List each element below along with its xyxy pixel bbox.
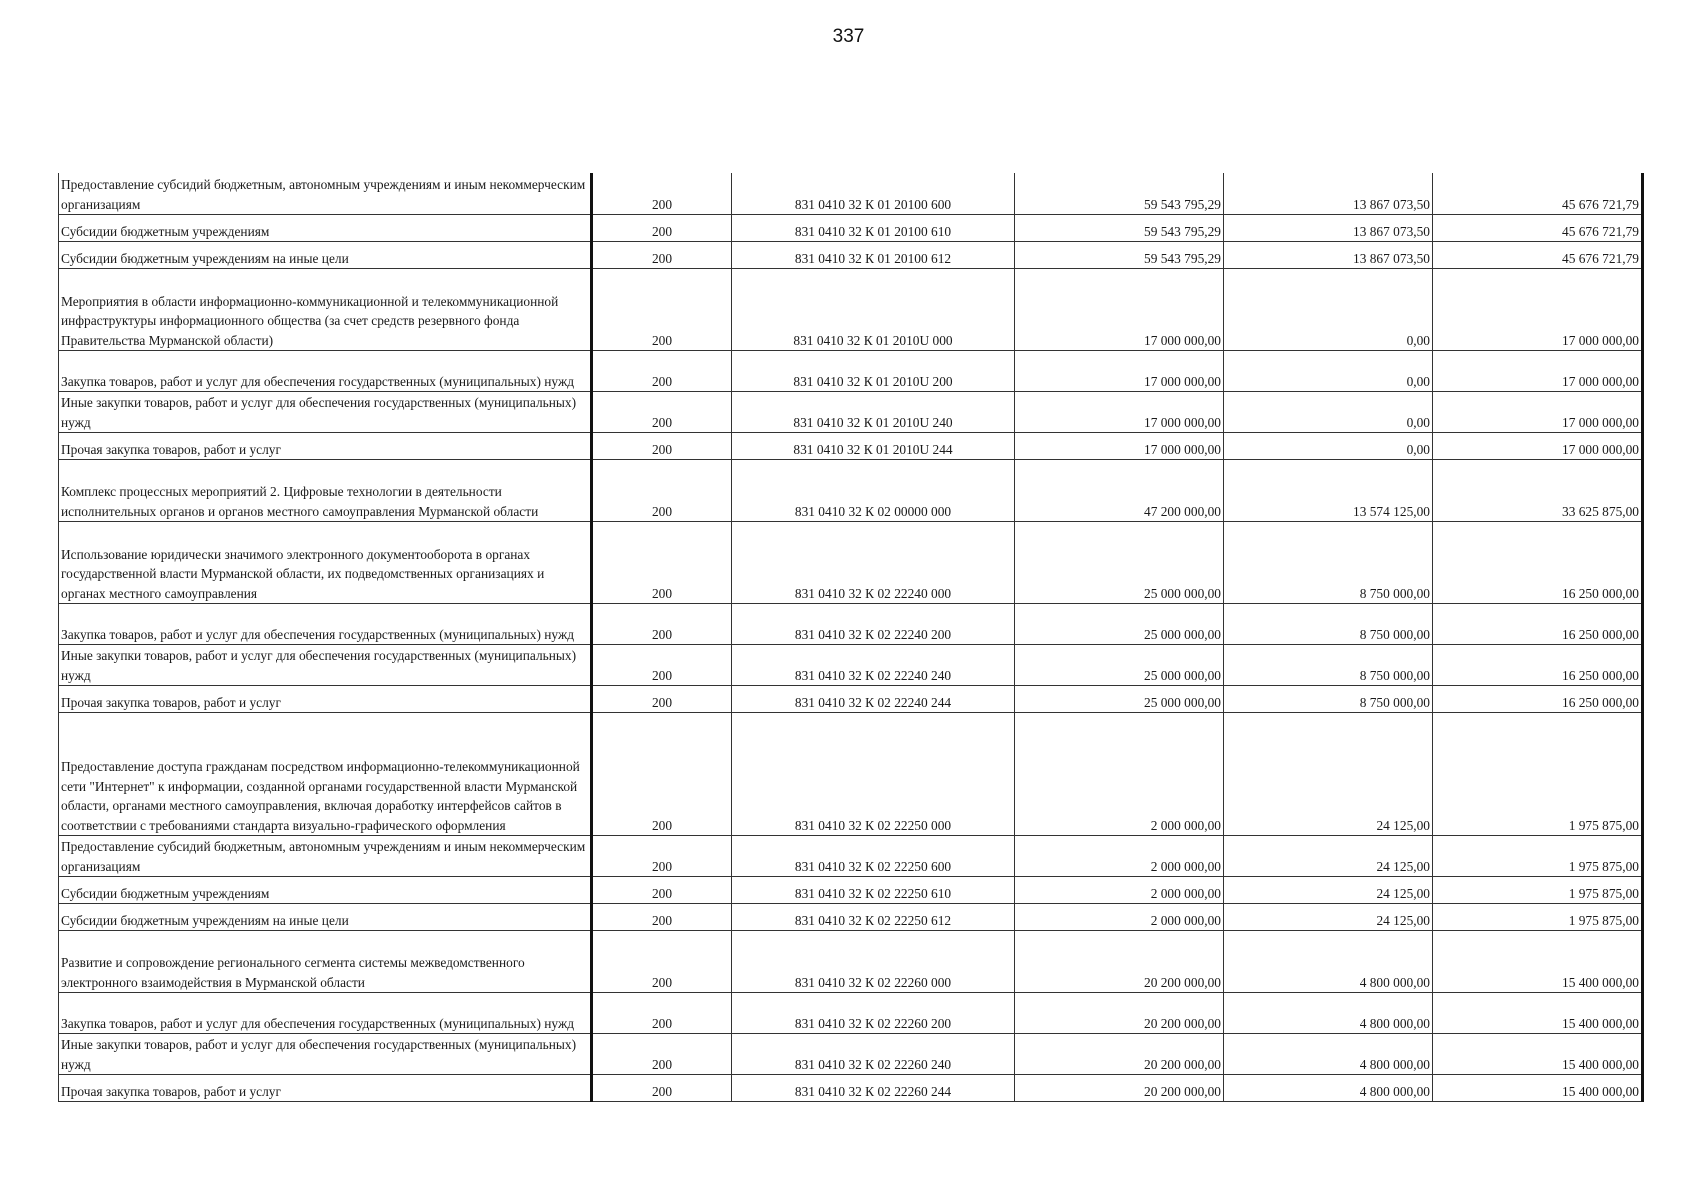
- unexecuted-amount-cell: 1 975 875,00: [1433, 904, 1643, 931]
- expense-name-cell: Иные закупки товаров, работ и услуг для обеспечения государственных (муниципальных) нужд: [59, 1034, 592, 1075]
- table-row: [59, 215, 1643, 242]
- executed-amount-cell: 0,00: [1224, 392, 1433, 433]
- unexecuted-amount-cell: 45 676 721,79: [1433, 242, 1643, 269]
- approved-amount-cell: 20 200 000,00: [1015, 993, 1224, 1034]
- expense-name-cell: Прочая закупка товаров, работ и услуг: [59, 686, 592, 713]
- table-row: [59, 1075, 1643, 1102]
- executed-amount-cell: 24 125,00: [1224, 713, 1433, 836]
- budget-code-cell: 831 0410 32 К 02 22260 000: [732, 931, 1015, 993]
- unexecuted-amount-cell: 16 250 000,00: [1433, 645, 1643, 686]
- table-row: [59, 686, 1643, 713]
- line-code-cell: 200: [592, 993, 732, 1034]
- expense-name-cell: Закупка товаров, работ и услуг для обеспечения государственных (муниципальных) нужд: [59, 351, 592, 392]
- line-code-cell: 200: [592, 645, 732, 686]
- approved-amount-cell: 25 000 000,00: [1015, 604, 1224, 645]
- unexecuted-amount-cell: 1 975 875,00: [1433, 836, 1643, 877]
- approved-amount-cell: 59 543 795,29: [1015, 173, 1224, 215]
- table-row: [59, 931, 1643, 993]
- budget-code-cell: 831 0410 32 К 01 20100 610: [732, 215, 1015, 242]
- approved-amount-cell: 59 543 795,29: [1015, 242, 1224, 269]
- approved-amount-cell: 25 000 000,00: [1015, 686, 1224, 713]
- expense-name-cell: Использование юридически значимого электронного документооборота в органах государственной власти Мурманской области, их подведомственных организациях и органах местного самоуправления: [59, 522, 592, 604]
- unexecuted-amount-cell: 17 000 000,00: [1433, 433, 1643, 460]
- unexecuted-amount-cell: 16 250 000,00: [1433, 686, 1643, 713]
- table-row: [59, 604, 1643, 645]
- budget-code-cell: 831 0410 32 К 02 22240 240: [732, 645, 1015, 686]
- approved-amount-cell: 47 200 000,00: [1015, 460, 1224, 522]
- executed-amount-cell: 24 125,00: [1224, 904, 1433, 931]
- line-code-cell: 200: [592, 460, 732, 522]
- approved-amount-cell: 25 000 000,00: [1015, 522, 1224, 604]
- expense-name-cell: Прочая закупка товаров, работ и услуг: [59, 1075, 592, 1102]
- unexecuted-amount-cell: 16 250 000,00: [1433, 604, 1643, 645]
- approved-amount-cell: 2 000 000,00: [1015, 713, 1224, 836]
- expense-name-cell: Закупка товаров, работ и услуг для обеспечения государственных (муниципальных) нужд: [59, 604, 592, 645]
- executed-amount-cell: 8 750 000,00: [1224, 645, 1433, 686]
- budget-code-cell: 831 0410 32 К 02 22260 244: [732, 1075, 1015, 1102]
- approved-amount-cell: 2 000 000,00: [1015, 877, 1224, 904]
- executed-amount-cell: 0,00: [1224, 351, 1433, 392]
- line-code-cell: 200: [592, 686, 732, 713]
- budget-table: [58, 173, 1644, 1102]
- budget-code-cell: 831 0410 32 К 02 22240 244: [732, 686, 1015, 713]
- table-row: [59, 433, 1643, 460]
- budget-code-cell: 831 0410 32 К 01 20100 612: [732, 242, 1015, 269]
- line-code-cell: 200: [592, 877, 732, 904]
- table-row: [59, 173, 1643, 215]
- executed-amount-cell: 0,00: [1224, 269, 1433, 351]
- approved-amount-cell: 20 200 000,00: [1015, 1075, 1224, 1102]
- executed-amount-cell: 8 750 000,00: [1224, 686, 1433, 713]
- table-row: [59, 836, 1643, 877]
- unexecuted-amount-cell: 17 000 000,00: [1433, 351, 1643, 392]
- unexecuted-amount-cell: 45 676 721,79: [1433, 215, 1643, 242]
- executed-amount-cell: 13 574 125,00: [1224, 460, 1433, 522]
- approved-amount-cell: 17 000 000,00: [1015, 392, 1224, 433]
- expense-name-cell: Прочая закупка товаров, работ и услуг: [59, 433, 592, 460]
- table-row: [59, 645, 1643, 686]
- approved-amount-cell: 17 000 000,00: [1015, 433, 1224, 460]
- budget-code-cell: 831 0410 32 К 01 2010U 244: [732, 433, 1015, 460]
- expense-name-cell: Комплекс процессных мероприятий 2. Цифровые технологии в деятельности исполнительных органов и органов местного самоуправления Мурманской области: [59, 460, 592, 522]
- budget-code-cell: 831 0410 32 К 01 2010U 200: [732, 351, 1015, 392]
- unexecuted-amount-cell: 15 400 000,00: [1433, 1075, 1643, 1102]
- line-code-cell: 200: [592, 433, 732, 460]
- approved-amount-cell: 2 000 000,00: [1015, 836, 1224, 877]
- unexecuted-amount-cell: 33 625 875,00: [1433, 460, 1643, 522]
- unexecuted-amount-cell: 1 975 875,00: [1433, 713, 1643, 836]
- expense-name-cell: Предоставление доступа гражданам посредством информационно-телекоммуникационной сети "Интернет" к информации, созданной органами государственной власти Мурманской области, органами местного самоуправления, включая доработку интерфейсов сайтов в соответствии с требованиями стандарта визуально-графического оформления: [59, 713, 592, 836]
- page-number: 337: [832, 26, 865, 47]
- table-row: [59, 522, 1643, 604]
- line-code-cell: 200: [592, 522, 732, 604]
- budget-code-cell: 831 0410 32 К 02 22250 610: [732, 877, 1015, 904]
- expense-name-cell: Иные закупки товаров, работ и услуг для обеспечения государственных (муниципальных) нужд: [59, 392, 592, 433]
- line-code-cell: 200: [592, 215, 732, 242]
- budget-code-cell: 831 0410 32 К 01 2010U 000: [732, 269, 1015, 351]
- table-row: [59, 904, 1643, 931]
- executed-amount-cell: 8 750 000,00: [1224, 522, 1433, 604]
- approved-amount-cell: 17 000 000,00: [1015, 351, 1224, 392]
- table-row: [59, 392, 1643, 433]
- table-row: [59, 460, 1643, 522]
- table-body: [59, 173, 1643, 1102]
- table-row: [59, 351, 1643, 392]
- executed-amount-cell: 0,00: [1224, 433, 1433, 460]
- budget-code-cell: 831 0410 32 К 01 2010U 240: [732, 392, 1015, 433]
- table-row: [59, 242, 1643, 269]
- unexecuted-amount-cell: 15 400 000,00: [1433, 931, 1643, 993]
- budget-code-cell: 831 0410 32 К 02 22250 612: [732, 904, 1015, 931]
- executed-amount-cell: 4 800 000,00: [1224, 931, 1433, 993]
- unexecuted-amount-cell: 16 250 000,00: [1433, 522, 1643, 604]
- table-row: [59, 993, 1643, 1034]
- line-code-cell: 200: [592, 1034, 732, 1075]
- approved-amount-cell: 20 200 000,00: [1015, 931, 1224, 993]
- unexecuted-amount-cell: 17 000 000,00: [1433, 392, 1643, 433]
- executed-amount-cell: 4 800 000,00: [1224, 1034, 1433, 1075]
- expense-name-cell: Предоставление субсидий бюджетным, автономным учреждениям и иным некоммерческим организациям: [59, 173, 592, 215]
- executed-amount-cell: 13 867 073,50: [1224, 173, 1433, 215]
- approved-amount-cell: 17 000 000,00: [1015, 269, 1224, 351]
- budget-code-cell: 831 0410 32 К 02 22250 000: [732, 713, 1015, 836]
- unexecuted-amount-cell: 15 400 000,00: [1433, 1034, 1643, 1075]
- line-code-cell: 200: [592, 242, 732, 269]
- expense-name-cell: Предоставление субсидий бюджетным, автономным учреждениям и иным некоммерческим организациям: [59, 836, 592, 877]
- approved-amount-cell: 59 543 795,29: [1015, 215, 1224, 242]
- budget-code-cell: 831 0410 32 К 02 22250 600: [732, 836, 1015, 877]
- unexecuted-amount-cell: 1 975 875,00: [1433, 877, 1643, 904]
- unexecuted-amount-cell: 17 000 000,00: [1433, 269, 1643, 351]
- budget-code-cell: 831 0410 32 К 02 22240 200: [732, 604, 1015, 645]
- expense-name-cell: Субсидии бюджетным учреждениям на иные цели: [59, 904, 592, 931]
- executed-amount-cell: 13 867 073,50: [1224, 215, 1433, 242]
- executed-amount-cell: 4 800 000,00: [1224, 1075, 1433, 1102]
- line-code-cell: 200: [592, 351, 732, 392]
- expense-name-cell: Закупка товаров, работ и услуг для обеспечения государственных (муниципальных) нужд: [59, 993, 592, 1034]
- approved-amount-cell: 25 000 000,00: [1015, 645, 1224, 686]
- line-code-cell: 200: [592, 904, 732, 931]
- executed-amount-cell: 24 125,00: [1224, 836, 1433, 877]
- line-code-cell: 200: [592, 836, 732, 877]
- budget-code-cell: 831 0410 32 К 02 00000 000: [732, 460, 1015, 522]
- budget-code-cell: 831 0410 32 К 01 20100 600: [732, 173, 1015, 215]
- unexecuted-amount-cell: 15 400 000,00: [1433, 993, 1643, 1034]
- approved-amount-cell: 2 000 000,00: [1015, 904, 1224, 931]
- expense-name-cell: Субсидии бюджетным учреждениям: [59, 215, 592, 242]
- executed-amount-cell: 13 867 073,50: [1224, 242, 1433, 269]
- executed-amount-cell: 8 750 000,00: [1224, 604, 1433, 645]
- line-code-cell: 200: [592, 604, 732, 645]
- table-row: [59, 269, 1643, 351]
- budget-code-cell: 831 0410 32 К 02 22260 240: [732, 1034, 1015, 1075]
- budget-code-cell: 831 0410 32 К 02 22240 000: [732, 522, 1015, 604]
- expense-name-cell: Мероприятия в области информационно-коммуникационной и телекоммуникационной инфраструктуры информационного общества (за счет средств резервного фонда Правительства Мурманской области): [59, 269, 592, 351]
- approved-amount-cell: 20 200 000,00: [1015, 1034, 1224, 1075]
- expense-name-cell: Развитие и сопровождение регионального сегмента системы межведомственного электронного взаимодействия в Мурманской области: [59, 931, 592, 993]
- line-code-cell: 200: [592, 392, 732, 433]
- table-row: [59, 713, 1643, 836]
- line-code-cell: 200: [592, 173, 732, 215]
- table-row: [59, 877, 1643, 904]
- line-code-cell: 200: [592, 713, 732, 836]
- line-code-cell: 200: [592, 1075, 732, 1102]
- expense-name-cell: Иные закупки товаров, работ и услуг для обеспечения государственных (муниципальных) нужд: [59, 645, 592, 686]
- table-row: [59, 1034, 1643, 1075]
- line-code-cell: 200: [592, 931, 732, 993]
- executed-amount-cell: 24 125,00: [1224, 877, 1433, 904]
- expense-name-cell: Субсидии бюджетным учреждениям на иные цели: [59, 242, 592, 269]
- unexecuted-amount-cell: 45 676 721,79: [1433, 173, 1643, 215]
- budget-code-cell: 831 0410 32 К 02 22260 200: [732, 993, 1015, 1034]
- executed-amount-cell: 4 800 000,00: [1224, 993, 1433, 1034]
- expense-name-cell: Субсидии бюджетным учреждениям: [59, 877, 592, 904]
- line-code-cell: 200: [592, 269, 732, 351]
